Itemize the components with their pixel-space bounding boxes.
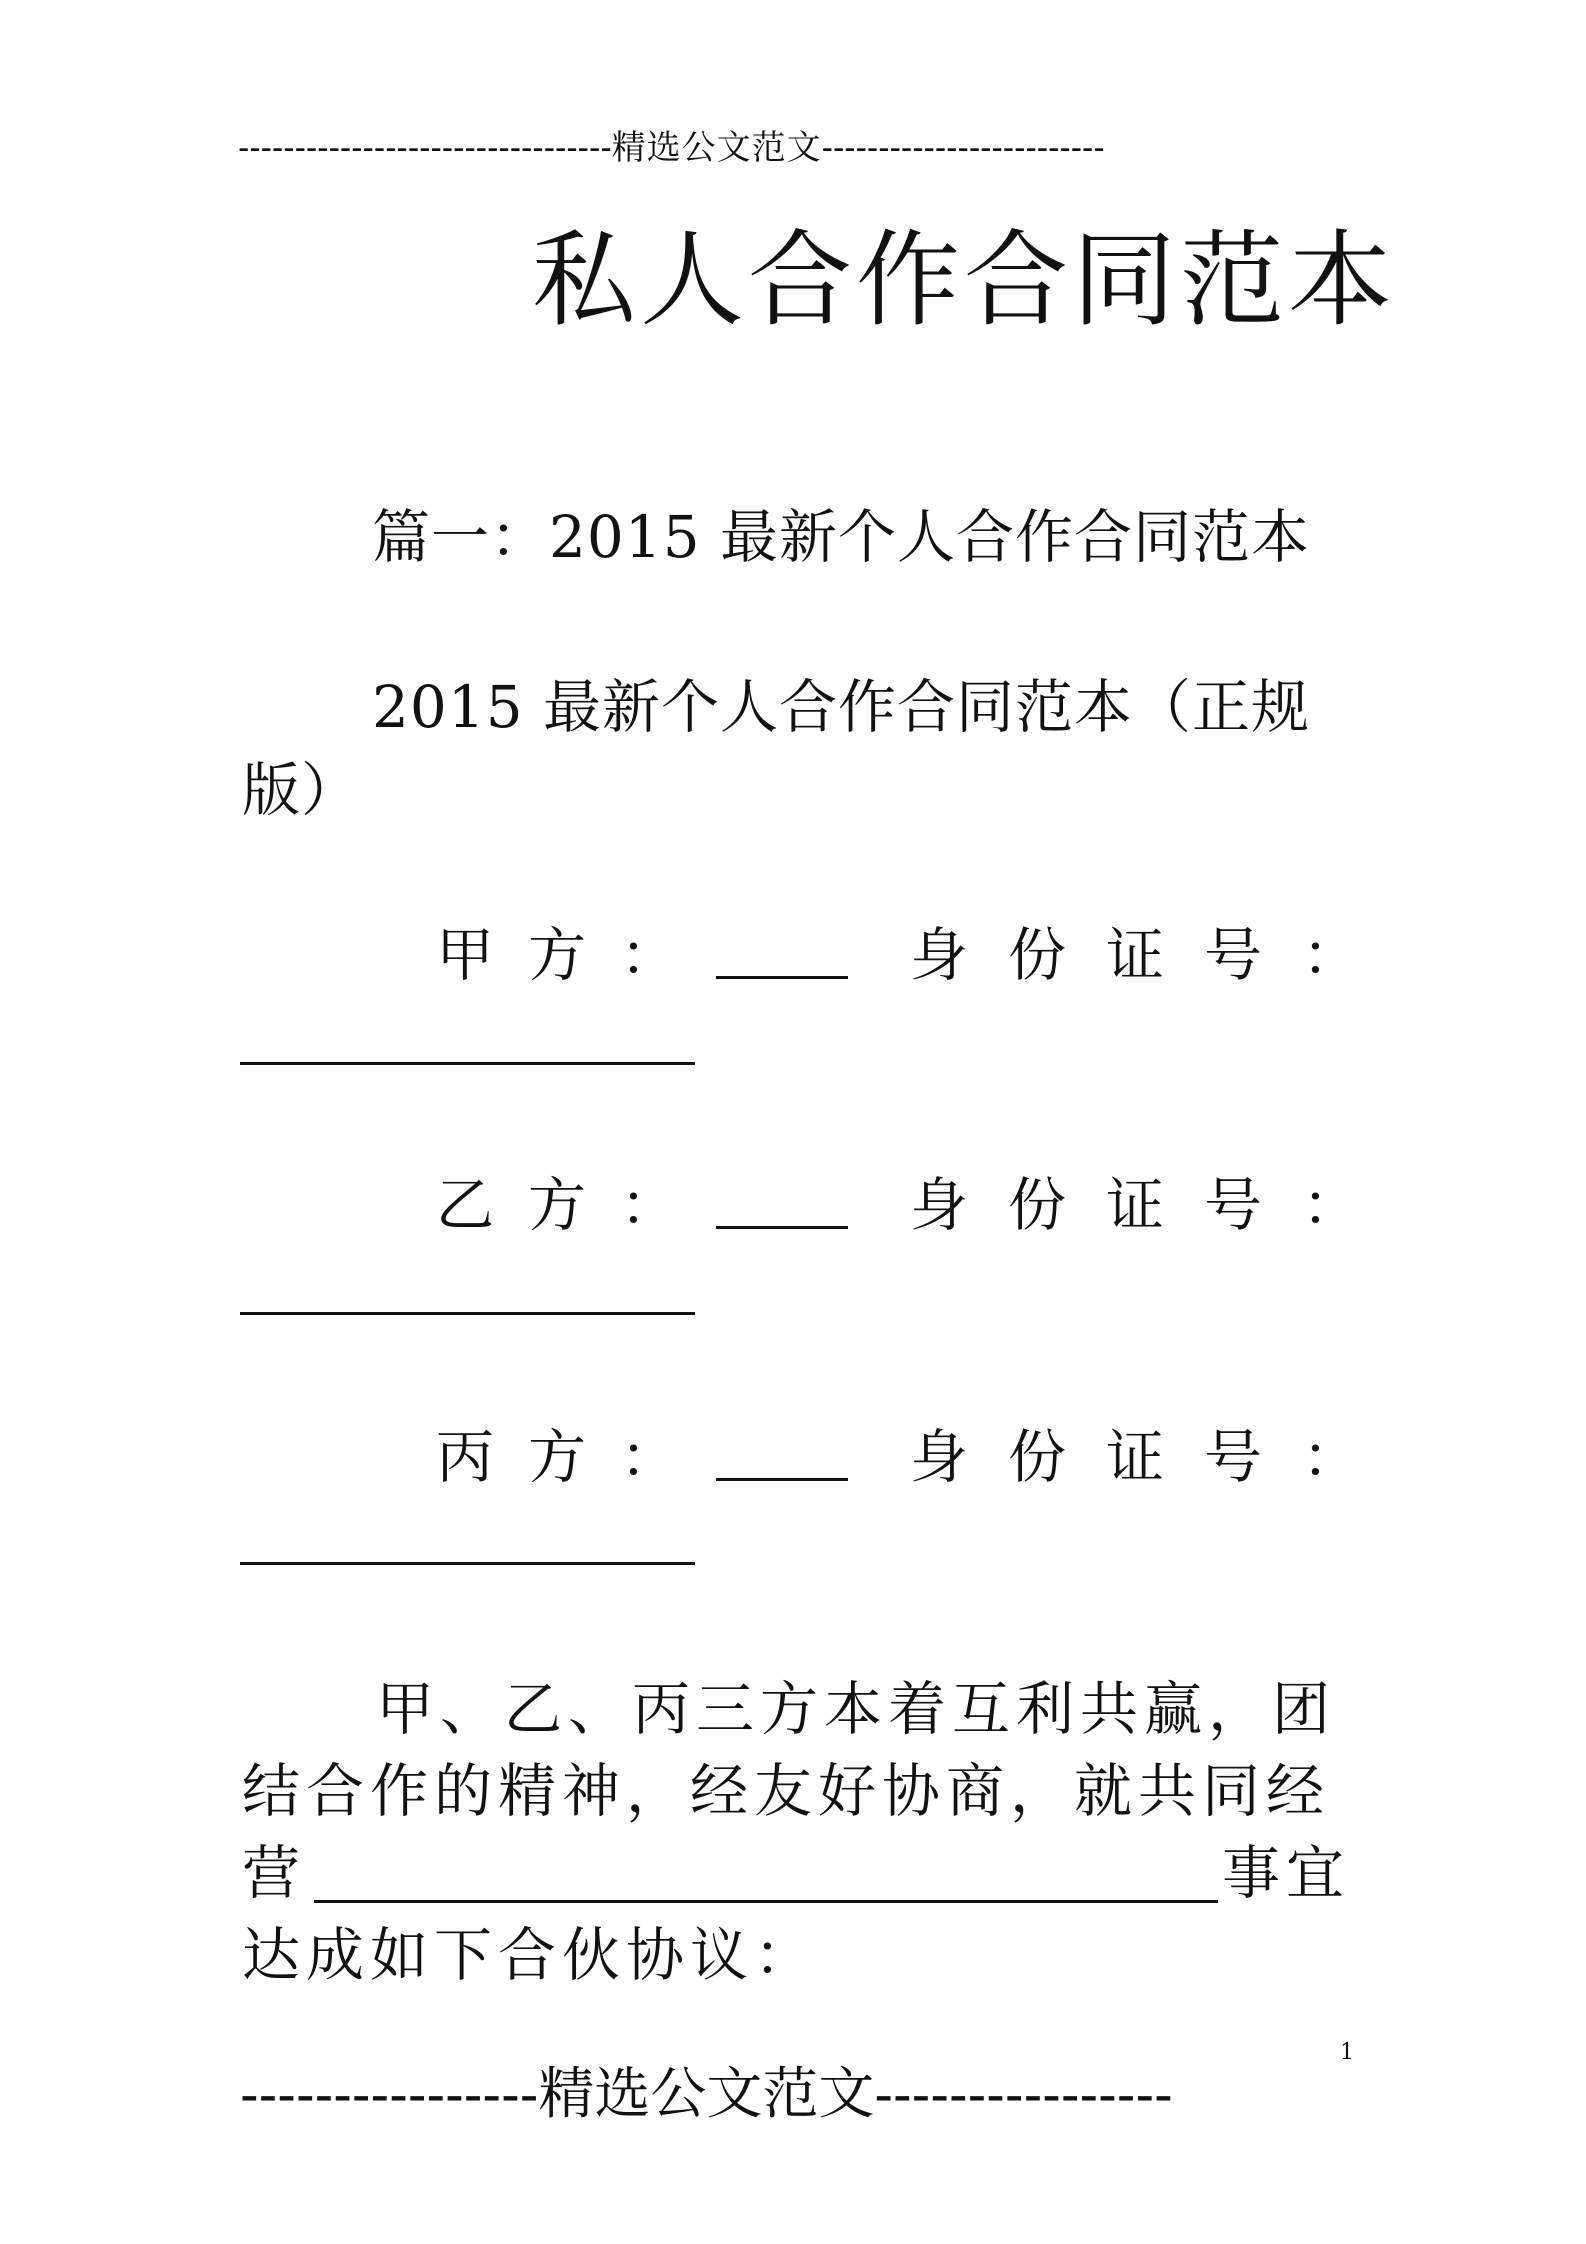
subtitle-line-2: 版）	[242, 756, 361, 824]
party-b-id-label: 身份证号：	[910, 1171, 1401, 1239]
page-footer	[240, 2050, 1173, 2130]
paragraph-line-3-start: 营	[242, 1839, 307, 1907]
header-dashes-right: -------------------------	[821, 129, 1105, 167]
party-c-id-blank	[240, 1562, 695, 1565]
paragraph-line-1: 甲、乙、丙三方本着互利共赢，团	[376, 1675, 1337, 1743]
page-header	[238, 120, 1342, 169]
party-b-id-blank	[240, 1312, 695, 1315]
footer-dashes-right: ----------------	[874, 2062, 1173, 2125]
header-label: 精选公文范文	[611, 128, 822, 168]
party-a-label: 甲方：	[436, 921, 713, 989]
party-b-name-blank	[716, 1226, 848, 1229]
party-c-id-label: 身份证号：	[910, 1423, 1401, 1491]
party-b-label: 乙方：	[436, 1171, 713, 1239]
subtitle-line-1: 2015 最新个人合作合同范本（正规	[372, 673, 1311, 741]
party-a-name-blank	[716, 976, 848, 979]
header-dashes-left: ---------------------------------	[238, 129, 612, 167]
paragraph-line-4: 达成如下合伙协议：	[242, 1921, 819, 1989]
footer-label: 精选公文范文	[538, 2062, 875, 2127]
business-scope-blank	[314, 1900, 1218, 1903]
paragraph-line-3-end: 事宜	[1222, 1839, 1351, 1907]
paragraph-line-2: 结合作的精神，经友好协商，就共同经	[242, 1757, 1331, 1825]
section-heading: 篇一：2015 最新个人合作合同范本	[372, 503, 1311, 571]
party-a-id-label: 身份证号：	[910, 921, 1401, 989]
document-title: 私人合作合同范本	[532, 219, 1397, 341]
party-c-name-blank	[716, 1478, 848, 1481]
party-c-label: 丙方：	[436, 1423, 713, 1491]
party-a-id-blank	[240, 1062, 695, 1065]
footer-dashes-left: ----------------	[240, 2062, 539, 2125]
page-number: 1	[1340, 2040, 1354, 2065]
